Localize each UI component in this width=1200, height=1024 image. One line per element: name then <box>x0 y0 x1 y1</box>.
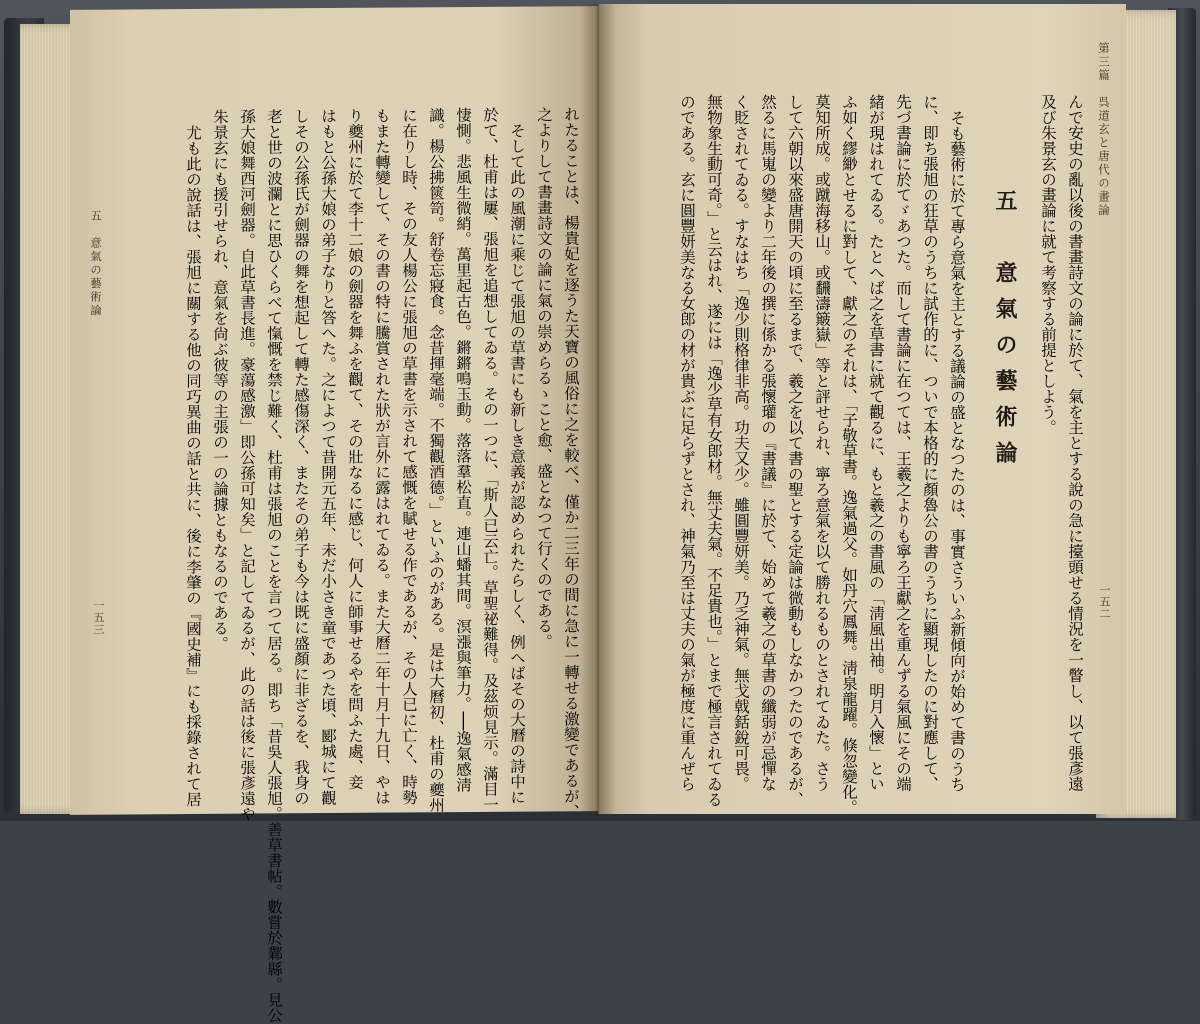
text-line: 悽惻。悲風生微綃。萬里起古色。鏘鏘鳴玉動。落落羣松直。連山蟠其間。溟漲與筆力。──逸氣感淸 <box>454 107 472 793</box>
right-running-head: 第三篇 呉道玄と唐代の畫論 <box>1097 42 1111 218</box>
text-line: 尤も此の說話は、張旭に關する他の同巧異曲の話と共に、後に李肇の『國史補』にも採錄されて居 <box>184 124 202 808</box>
section-heading: 五 意氣の藝術論 <box>992 189 1018 477</box>
text-line: んで安史の亂以後の書畫詩文の論に於て、氣を主とする說の急に擡頭せる情況を一瞥し、以て張彥遠 <box>1066 94 1084 792</box>
text-line: に、即ち張旭の狂草のうちに試作的に、ついで本格的に顏魯公の書のうちに顯現したのに對應して、 <box>921 94 939 792</box>
text-line: に在りし時、その友人楊公に張旭の草書を示されて感慨を賦せる作であるが、その人已に亡く、時勢 <box>400 107 418 806</box>
text-line: もまた轉變して、その書の特に騰賞された狀が言外に露はれてゐる。また大曆二年十月十九日、やは <box>373 107 391 806</box>
right-page-number: 一五二 <box>1098 584 1111 620</box>
text-line: のである。玄に圓豐妍美なる女郎の材が貴ぶに足らずとされ、神氣乃至は丈夫の氣が極度に重んぜら <box>678 94 696 792</box>
text-line: 孫大娘舞西河劍器。自此草書長進。豪蕩感激」即公孫可知矣」と記してゐるが、此の話は後に張彥遠や <box>238 108 256 822</box>
text-line: く貶されてゐる。すなはち「逸少則格律非高。功夫又少。雖圓豐妍美。乃乏神氣。無戈戟銛銳可畏。 <box>732 94 750 792</box>
text-line: そも藝術に於て專ら意氣を主とする議論の盛となつたのは、事實さういふ新傾向が始めて書のうち <box>948 110 966 792</box>
left-page-number: 一五三 <box>92 599 105 636</box>
book-gutter <box>580 4 616 816</box>
text-line: 先づ書論に於てゞあつた。而して書論に在つては、王羲之よりも寧ろ王獻之を重んずる氣風にその端 <box>894 94 912 792</box>
text-line: 之よりして書畫詩文の論に氣の崇めらるゝこと愈、盛となつて行くのである。 <box>535 106 553 650</box>
text-line: 識。楊公拂篋笥。舒卷忘寢食。念昔揮毫端。不獨觀酒德。」といふのがある。是は大曆初、杜甫の夔州 <box>427 107 445 813</box>
text-line: 緒が現はれてゐる。たとへば之を草書に就て觀るに、もと羲之の書風の「淸風出袖。明月入懷」とい <box>867 94 885 792</box>
right-page <box>598 4 1126 814</box>
text-line: 老と世の波瀾とに思ひくらべて愾慨を禁じ難く、杜甫は張旭のことを言つて居る。即ち「昔吳人張旭。善草書帖。數嘗於鄴縣。見公 <box>265 108 283 1023</box>
left-running-head: 五 意氣の藝術論 <box>89 209 103 318</box>
text-line: 於て、杜甫は屢、張旭を追想してゐる。その一つに、「斯人已云亡。草聖祕難得。及茲烦見示。滿目一 <box>481 106 499 813</box>
text-line: して六朝以來盛唐開天の頃に至るまで、羲之を以て書の聖とする定論は微動もしなかつたのであるが、 <box>786 94 804 807</box>
text-line: 無物象生動可奇。」と云はれ、遂には「逸少草有女郎材。無丈夫氣。不足貴也。」とまで極言されてゐる <box>705 94 723 807</box>
text-line: り夔州に於て李十二娘の劍器を舞ふを觀て、その壯なるに感じ、何人に師事せるやを問ふた處、妾 <box>346 107 364 790</box>
text-line: れたることは、楊貴妃を逐うた天寶の風俗に之を較べ、僅か二三年の間に急に一轉せる激變であるが、 <box>562 106 580 820</box>
text-line: 及び朱景玄の畫論に就て考察する前提としよう。 <box>1039 94 1057 435</box>
text-line: 朱景玄にも援引せられ、意氣を尙ぶ彼等の主張の一の論據ともなるのである。 <box>211 108 229 652</box>
text-line: はもと公孫大娘の弟子なりと答へた。之によつて昔開元五年、未だ小さき童であつた頃、郾城にて觀 <box>319 107 337 806</box>
text-line: そして此の風潮に乘じて張旭の草書にも新しき意義が認められたらしく、例へばその大曆の詩中に <box>508 122 526 805</box>
left-body-text <box>114 106 584 1023</box>
text-line: 莫知所成。或蹴海移山。或飜濤簸嶽」等と評せられ、寧ろ意氣を以て勝れるものとされてゐた。さう <box>813 94 831 792</box>
text-line: 然るに馬嵬の變より二年後の撰に係かる張懷瓘の『書議』に於て、始めて羲之の草書の纖弱が忌憚な <box>759 94 777 792</box>
text-line: しその公孫氏が劍器の舞を想起して轉た感傷深く、またその弟子も今は既に盛顏に非ざるを、我身の <box>292 108 310 806</box>
left-page <box>70 6 598 1023</box>
text-line: ふ如く繆緲とせるに對して、獻之のそれは、「子敬草書。逸氣過父。如丹穴鳳舞。淸泉龍躍。倏忽變化。 <box>840 94 858 815</box>
right-body-text <box>618 94 1088 815</box>
